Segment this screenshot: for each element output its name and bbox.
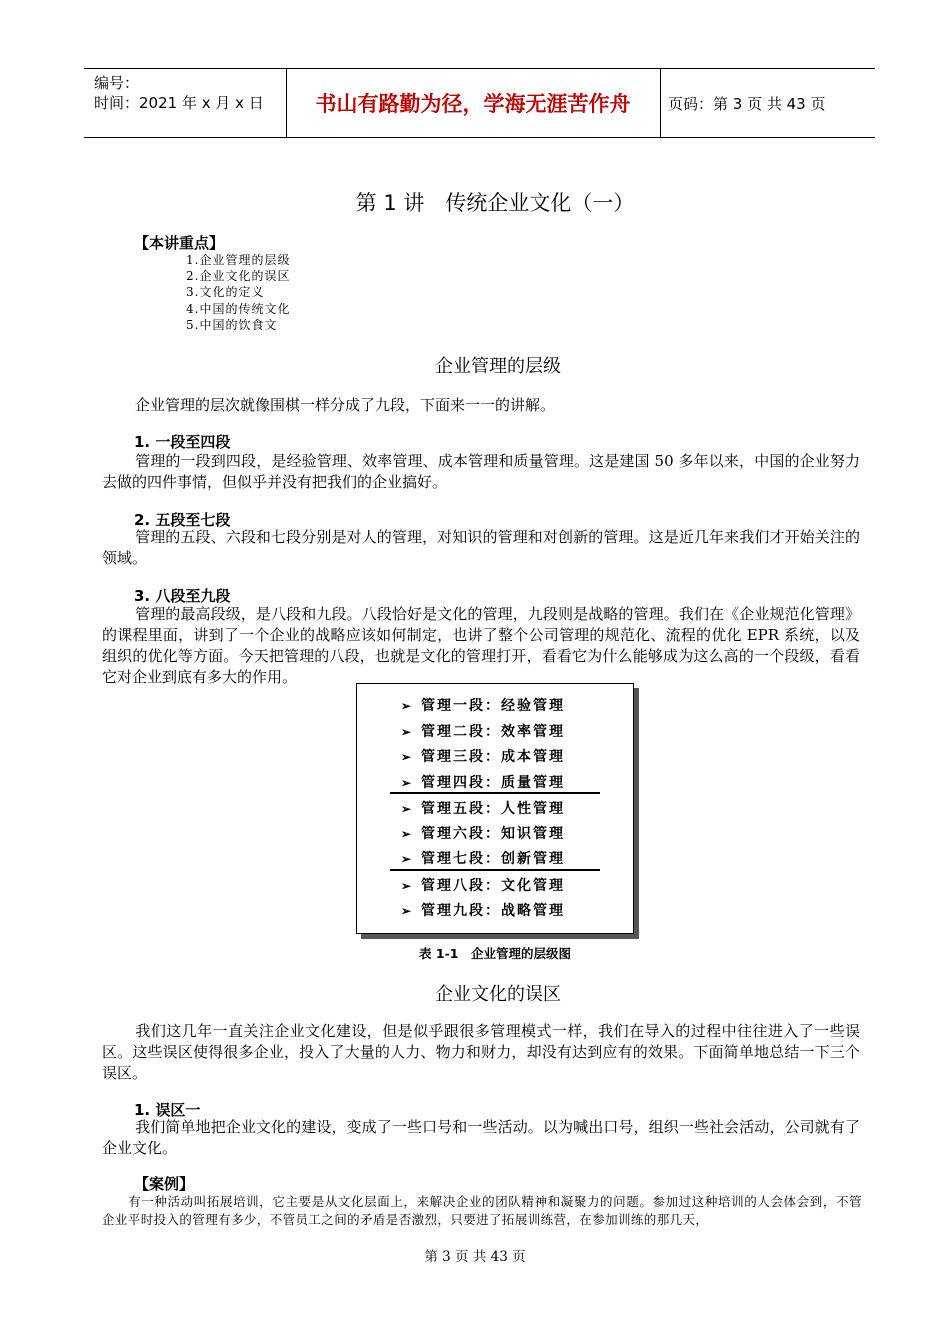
key-points-heading: 【本讲重点】 — [134, 234, 225, 252]
subsection-title: 2. 五段至七段 — [134, 511, 231, 529]
subsection-title: 1. 一段至四段 — [134, 433, 231, 451]
list-item: 4.中国的传统文化 — [186, 301, 291, 316]
page-title: 第 1 讲 传统企业文化（一） — [355, 191, 635, 215]
list-item: 5.中国的饮食文 — [186, 317, 278, 332]
management-levels-figure — [356, 683, 634, 934]
section-heading: 企业管理的层级 — [435, 356, 561, 377]
figure-item: ➢ 管理二段：效率管理 — [401, 724, 565, 740]
figure-item: ➢ 管理三段：成本管理 — [401, 749, 565, 765]
arrow-icon: ➢ — [401, 904, 414, 918]
figure-item: ➢ 管理四段：质量管理 — [401, 775, 565, 791]
arrow-icon: ➢ — [401, 776, 414, 790]
paragraph: 管理的五段、六段和七段分别是对人的管理，对知识的管理和对创新的管理。这是近几年来我们才开始关注的领域。 — [102, 528, 860, 567]
figure-caption: 表 1-1 企业管理的层级图 — [419, 946, 571, 961]
figure-divider — [390, 869, 600, 871]
subsection-title: 1. 误区一 — [134, 1101, 201, 1119]
key-points-list — [186, 252, 290, 333]
paragraph: 我们简单地把企业文化的建设，变成了一些口号和一些活动。以为喊出口号，组织一些社会活动，公司就有了企业文化。 — [102, 1118, 860, 1157]
header-meta — [94, 73, 264, 113]
arrow-icon: ➢ — [401, 879, 414, 893]
case-paragraph: 有一种活动叫拓展培训，它主要是从文化层面上，来解决企业的团队精神和凝聚力的问题。参加过这种培训的人会体会到，不管企业平时投入的管理有多少，不管员工之间的矛盾是否激烈，只要进了拓展训练营，在参加训练的那几天， — [102, 1194, 862, 1227]
figure-item: ➢ 管理七段：创新管理 — [401, 851, 565, 867]
list-item: 1.企业管理的层级 — [186, 253, 291, 267]
paragraph: 我们这几年一直关注企业文化建设，但是似乎跟很多管理模式一样，我们在导入的过程中往往进入了一些误区。这些误区使得很多企业，投入了大量的人力、物力和财力，却没有达到应有的效果。下面简单地总结一下三个误区。 — [102, 1022, 860, 1082]
arrow-icon: ➢ — [401, 750, 414, 764]
arrow-icon: ➢ — [401, 699, 414, 713]
figure-item: ➢ 管理九段：战略管理 — [401, 903, 565, 919]
figure-item: ➢ 管理一段：经验管理 — [401, 698, 565, 714]
code-label: 编号： — [94, 74, 140, 92]
arrow-icon: ➢ — [401, 852, 414, 866]
page-footer: 第 3 页 共 43 页 — [424, 1249, 526, 1265]
arrow-icon: ➢ — [401, 802, 414, 816]
figure-item: ➢ 管理六段：知识管理 — [401, 826, 565, 842]
paragraph: 企业管理的层次就像围棋一样分成了九段，下面来一一的讲解。 — [135, 396, 556, 414]
arrow-icon: ➢ — [401, 725, 414, 739]
figure-item: ➢ 管理八段：文化管理 — [401, 878, 565, 894]
header-divider — [660, 69, 661, 137]
list-item: 3.文化的定义 — [186, 285, 265, 300]
arrow-icon: ➢ — [401, 827, 414, 841]
section-heading: 企业文化的误区 — [435, 984, 561, 1005]
figure-divider — [390, 792, 600, 794]
time-label: 时间：2021 年 x 月 x 日 — [94, 94, 264, 112]
figure-item: ➢ 管理五段：人性管理 — [401, 801, 565, 817]
case-heading: 【案例】 — [134, 1175, 195, 1193]
subsection-title: 3. 八段至九段 — [134, 587, 231, 605]
header-page-info: 页码：第 3 页 共 43 页 — [668, 94, 826, 113]
paragraph: 管理的最高段级，是八段和九段。八段恰好是文化的管理，九段则是战略的管理。我们在《企业规范化管理》的课程里面，讲到了一个企业的战略应该如何制定，也讲了整个公司管理的规范化、流程的优化 EPR 系统，以及组织的优化等方面。今天把管理的八段，也就是文化的管理打开，看看它为什么能够成为这么高的一个段级，看看它对企业到底有多大的作用。 — [102, 605, 860, 686]
document-header — [84, 68, 875, 138]
header-motto: 书山有路勤为径，学海无涯苦作舟 — [315, 92, 631, 116]
paragraph: 管理的一段到四段，是经验管理、效率管理、成本管理和质量管理。这是建国 50 多年以来，中国的企业努力去做的四件事情，但似乎并没有把我们的企业搞好。 — [102, 452, 860, 491]
list-item: 2.企业文化的误区 — [186, 269, 291, 284]
